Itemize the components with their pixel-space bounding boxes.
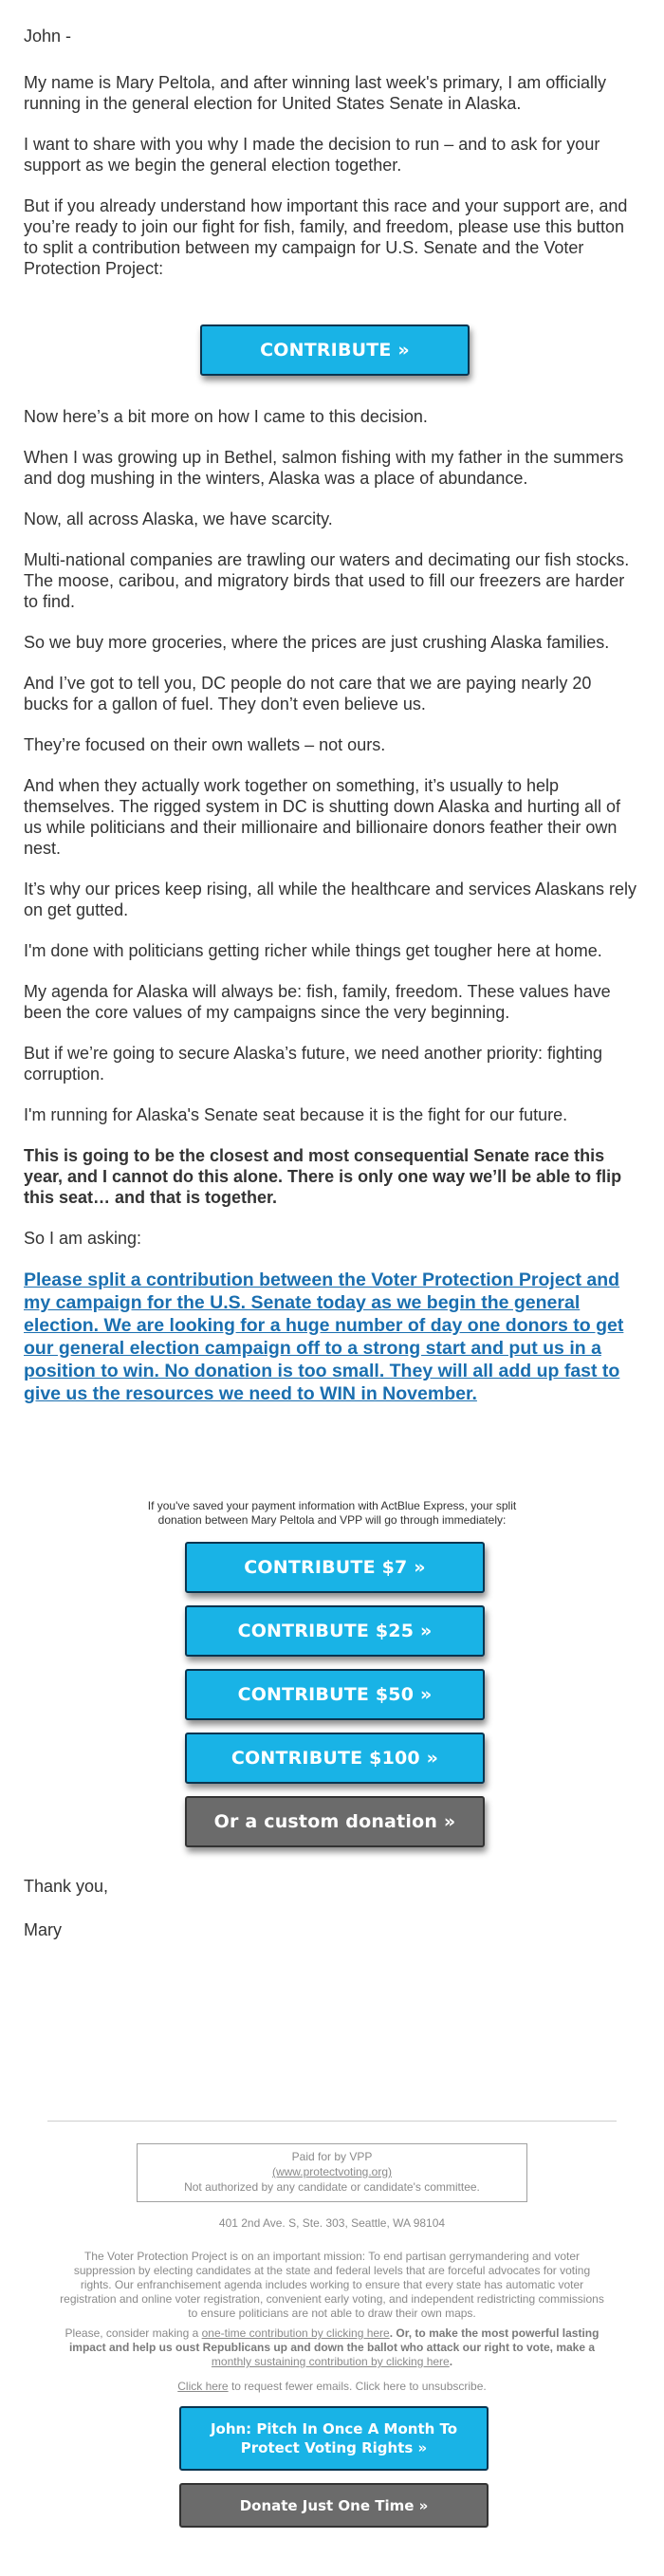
paid-for-text: Paid for by VPP xyxy=(291,2150,373,2163)
donate-one-time-button[interactable]: Donate Just One Time » xyxy=(179,2483,489,2528)
thanks-text: Thank you, xyxy=(24,1877,109,1896)
signature: Mary xyxy=(24,1920,62,1939)
footer-address: 401 2nd Ave. S, Ste. 303, Seattle, WA 98104 xyxy=(218,2216,446,2230)
split-contribution-link[interactable]: Please split a contribution between the Voter Protection Project and my campaign for the U.S. Senate today as we begin the general election. We are looking for a huge number of day one donors to get our general election campaign off to a strong start and put us in a position to win. No donation is too small. They will all add up fast to give us the resources we need to WIN in November. xyxy=(24,1269,624,1404)
body-paragraph: It’s why our prices keep rising, all while the healthcare and services Alaskans rely on get gutted. xyxy=(24,880,636,919)
footer-mission: The Voter Protection Project is on an important mission: To end partisan gerrymandering and voter suppression by electing candidates at the state and federal levels that are forceful advocates for voting rights. Our enfranchisement agenda includes working to ensure that every state has automatic voter registration and online voter registration, convenient early voting, and independent redistricting commissions to ensure politicians are not able to draw their own maps. xyxy=(60,2250,604,2320)
body-paragraph: So we buy more groceries, where the prices are just crushing Alaska families. xyxy=(24,633,610,652)
footer-divider xyxy=(47,2121,617,2122)
footer-consider xyxy=(57,2326,607,2369)
body-paragraph: But if we’re going to secure Alaska’s future, we need another priority: fighting corruption. xyxy=(24,1044,603,1084)
footer-email-preferences xyxy=(57,2380,607,2394)
consider-prefix: Please, consider making a xyxy=(65,2326,202,2340)
body-paragraph: They’re focused on their own wallets – not ours. xyxy=(24,735,386,754)
body-paragraph: I'm running for Alaska's Senate seat because it is the fight for our future. xyxy=(24,1105,568,1124)
body-paragraph: When I was growing up in Bethel, salmon fishing with my father in the summers and dog mushing in the winters, Alaska was a place of abundance. xyxy=(24,448,624,488)
ask-paragraph: So I am asking: xyxy=(24,1229,142,1248)
salutation: John - xyxy=(24,27,72,46)
paid-for-box xyxy=(137,2143,527,2202)
one-time-contribution-link[interactable]: one-time contribution by clicking here xyxy=(201,2326,390,2340)
contribute-button[interactable]: CONTRIBUTE » xyxy=(200,324,470,376)
contribute-7-button[interactable]: CONTRIBUTE $7 » xyxy=(185,1542,485,1593)
custom-donation-button[interactable]: Or a custom donation » xyxy=(185,1796,485,1847)
actblue-express-note: If you've saved your payment information with ActBlue Express, your split donation between Mary Peltola and VPP will go through immediately: xyxy=(147,1499,517,1527)
body-paragraph: And I’ve got to tell you, DC people do not care that we are paying nearly 20 bucks for a gallon of fuel. They don’t even believe us. xyxy=(24,674,592,713)
consider-period: . xyxy=(449,2355,453,2368)
contribution-link-paragraph xyxy=(24,1269,640,1405)
disclaimer-text: Not authorized by any candidate or candidate's committee. xyxy=(184,2180,480,2194)
fewer-emails-link[interactable]: Click here xyxy=(177,2380,229,2393)
consider-bold: . Or, to make the most powerful lasting impact and help us oust Republicans up and down the ballot who attack our right to vote, make a xyxy=(68,2326,599,2354)
intro-paragraph: My name is Mary Peltola, and after winning last week's primary, I am officially running in the general election for United States Senate in Alaska. xyxy=(24,73,606,113)
fewer-emails-text: to request fewer emails. Click here to unsubscribe. xyxy=(228,2380,487,2393)
body-paragraph: And when they actually work together on something, it’s usually to help themselves. The rigged system in DC is shutting down Alaska and hurting all of us while politicians and their millionaire and billionaire donors feather their own nest. xyxy=(24,776,620,858)
monthly-pitch-in-button[interactable]: John: Pitch In Once A Month To Protect Voting Rights » xyxy=(179,2406,489,2471)
body-paragraph: Multi-national companies are trawling our waters and decimating our fish stocks. The moose, caribou, and migratory birds that used to fill our freezers are harder to find. xyxy=(24,550,630,611)
site-link[interactable]: (www.protectvoting.org) xyxy=(271,2165,393,2178)
intro-paragraph: But if you already understand how important this race and your support are, and you’re ready to join our fight for fish, family, and freedom, please use this button to split a contribution between my campaign for U.S. Senate and the Voter Protection Project: xyxy=(24,196,628,278)
intro-paragraph: I want to share with you why I made the decision to run – and to ask for your support as we begin the general election together. xyxy=(24,135,600,175)
contribute-100-button[interactable]: CONTRIBUTE $100 » xyxy=(185,1733,485,1784)
body-paragraph: Now, all across Alaska, we have scarcity. xyxy=(24,510,333,528)
body-paragraph: My agenda for Alaska will always be: fish, family, freedom. These values have been the core values of my campaigns since the very beginning. xyxy=(24,982,611,1022)
email-story xyxy=(24,406,640,1417)
email-body xyxy=(24,0,640,299)
contribute-50-button[interactable]: CONTRIBUTE $50 » xyxy=(185,1669,485,1720)
body-paragraph: Now here’s a bit more on how I came to this decision. xyxy=(24,407,428,426)
body-paragraph: I'm done with politicians getting richer while things get tougher here at home. xyxy=(24,941,602,960)
contribute-25-button[interactable]: CONTRIBUTE $25 » xyxy=(185,1605,485,1657)
monthly-contribution-link[interactable]: monthly sustaining contribution by clicking here xyxy=(211,2355,450,2368)
bold-paragraph: This is going to be the closest and most consequential Senate race this year, and I cannot do this alone. There is only one way we’ll be able to flip this seat… and that is together. xyxy=(24,1146,622,1207)
